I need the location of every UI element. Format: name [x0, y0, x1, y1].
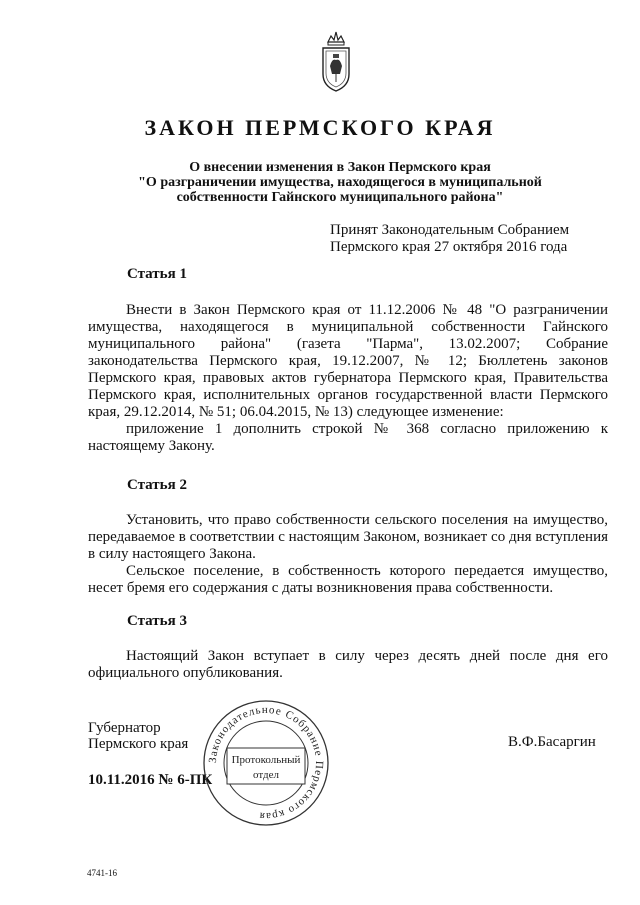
subtitle-line: О внесении изменения в Закон Пермского края	[189, 160, 491, 175]
signatory-title-line: Губернатор	[88, 720, 161, 736]
article-2-heading: Статья 2	[127, 477, 187, 493]
signatory-name: В.Ф.Басаргин	[508, 734, 596, 750]
official-stamp	[201, 698, 331, 828]
stamp-center-line: Протокольный	[231, 754, 301, 766]
article-1-heading: Статья 1	[127, 266, 187, 282]
adoption-note	[330, 222, 569, 256]
article-3-paragraph: Настоящий Закон вступает в силу через десять дней после дня его официального опубликования.	[88, 648, 608, 681]
coat-of-arms-emblem	[319, 28, 353, 94]
law-title: ЗАКОН ПЕРМСКОГО КРАЯ	[144, 115, 496, 140]
article-1-paragraph: приложение 1 дополнить строкой № 368 согласно приложению к настоящему Закону.	[88, 421, 608, 454]
subtitle-line: собственности Гайнского муниципального района"	[176, 190, 504, 205]
article-3-body	[88, 648, 608, 682]
stamp-ring-text: Законодательное Собрание Пермского края	[206, 703, 326, 823]
article-1-body	[88, 302, 608, 455]
article-3-heading: Статья 3	[127, 613, 187, 629]
article-2-paragraph: Установить, что право собственности сельского поселения на имущество, передаваемое в соответствии с настоящим Законом, возникает со дня вступления в силу настоящего Закона.	[88, 512, 608, 562]
subtitle-line: "О разграничении имущества, находящегося в муниципальной	[138, 175, 542, 190]
article-1-paragraph: Внести в Закон Пермского края от 11.12.2006 № 48 "О разграничении имущества, находящегося в муниципальной собственности Гайнского муниципального района" (газета "Парма", 13.02.2007; Собрание законодательства Пермского края, 19.12.2007, № 12; Бюллетень законов Пермского края, правовых актов губернатора Пермского края, Правительства Пермского края, исполнительных органов государственной власти Пермского края, 29.12.2014, № 51; 06.04.2015, № 13) следующее изменение:	[88, 302, 608, 420]
law-date-number: 10.11.2016 № 6-ПК	[88, 772, 213, 788]
adoption-line: Пермского края 27 октября 2016 года	[330, 239, 568, 255]
signatory-title	[88, 720, 188, 752]
law-subtitle	[120, 160, 560, 205]
stamp-center-line: отдел	[253, 769, 279, 781]
article-2-body	[88, 512, 608, 597]
signatory-title-line: Пермского края	[88, 736, 189, 752]
document-code: 4741-16	[87, 868, 117, 878]
article-2-paragraph: Сельское поселение, в собственность которого передается имущество, несет бремя его содержания с даты возникновения права собственности.	[88, 563, 608, 596]
adoption-line: Принят Законодательным Собранием	[330, 222, 570, 238]
